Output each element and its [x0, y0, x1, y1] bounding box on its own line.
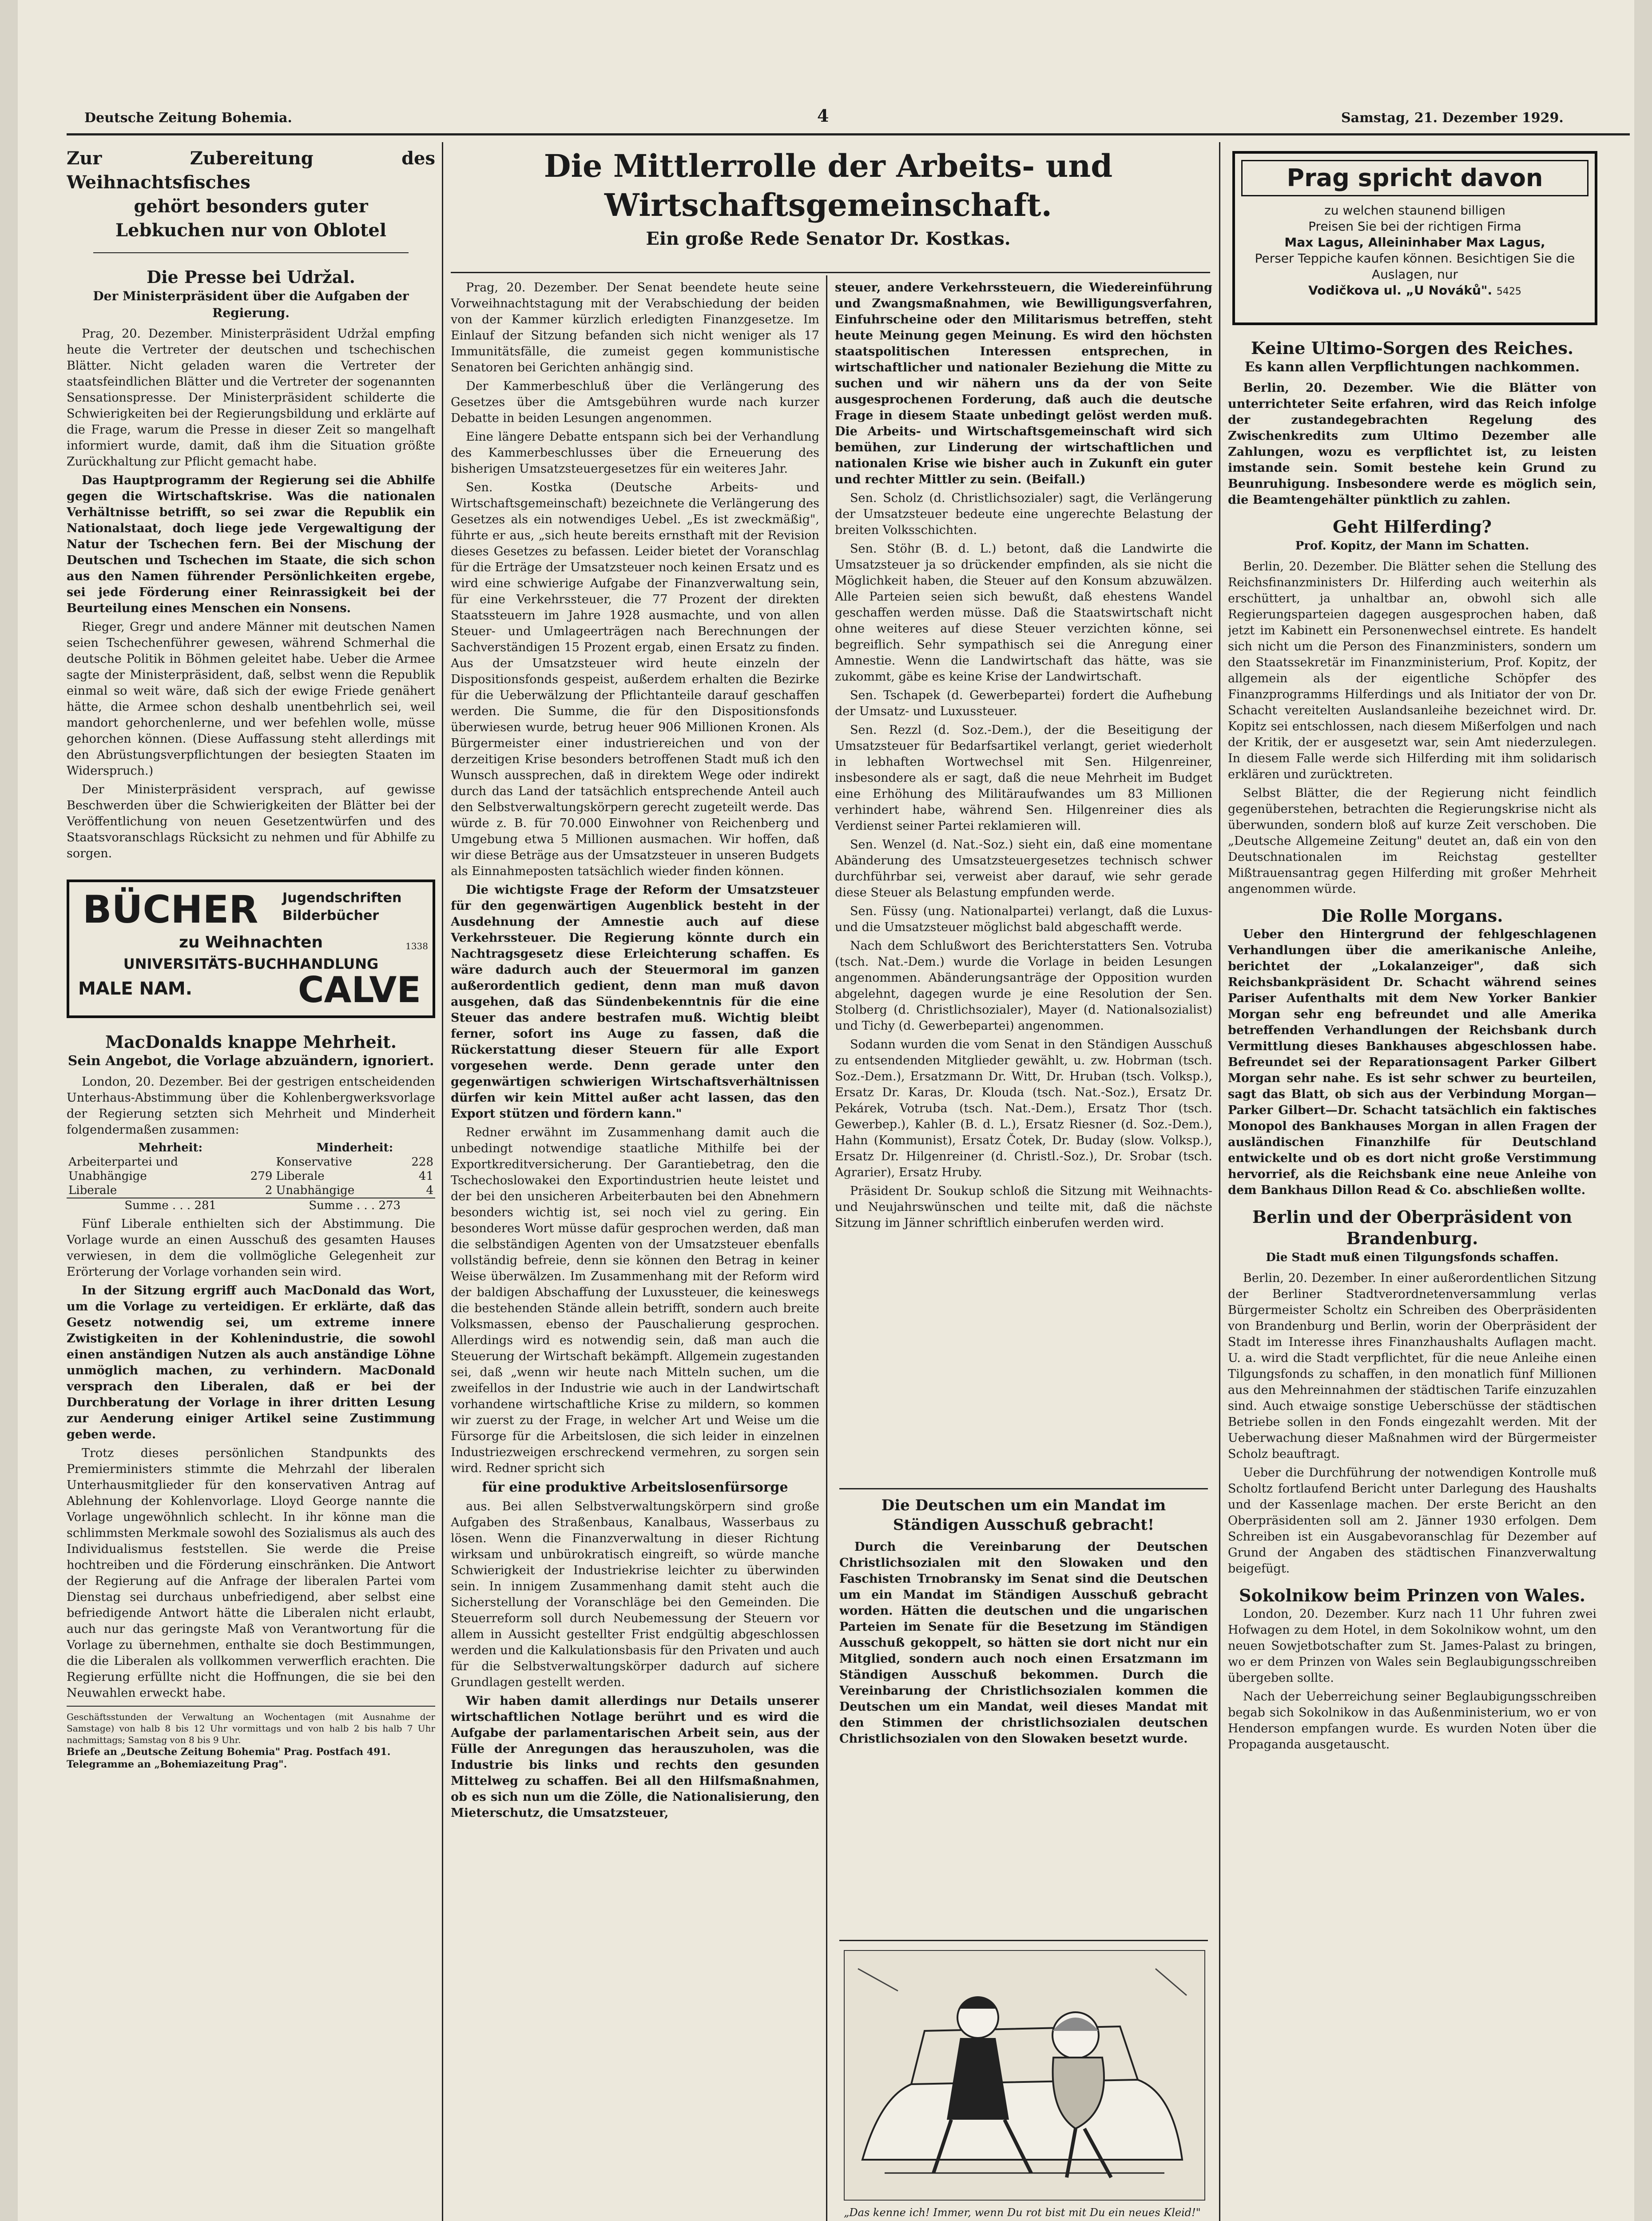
- ad-text: zu welchen staunend billigen: [1324, 203, 1505, 218]
- article-paragraph: Eine längere Debatte entspann sich bei der Verhandlung des Kammerbeschlusses über die Erneuerung des bisherigen Umsatzsteuergesetzes für ein weiteres Jahr.: [451, 430, 819, 476]
- column-3: [835, 280, 1212, 1479]
- ad-text: Jugendschriften: [282, 890, 402, 906]
- column-4: [1228, 338, 1596, 2221]
- table-header: Minderheit:: [316, 1141, 393, 1154]
- article-title: Sokolnikow beim Prinzen von Wales.: [1239, 1585, 1585, 1605]
- table-cell: Arbeiterpartei und: [68, 1155, 178, 1169]
- main-headline: Die Mittlerrolle der Arbeits- und Wirtschaftsgemeinschaft.: [544, 147, 1113, 223]
- article-subtitle: Es kann allen Verpflichtungen nachkommen.: [1244, 359, 1580, 375]
- article-title: Geht Hilferding?: [1333, 517, 1492, 537]
- ad-number: 1338: [405, 941, 428, 951]
- ad-text: Preisen Sie bei der richtigen Firma: [1308, 219, 1521, 234]
- column-divider: [442, 142, 443, 2221]
- article-paragraph: Fünf Liberale enthielten sich der Abstimmung. Die Vorlage wurde an einen Ausschuß des gesamten Hauses verwiesen, in dem die vollmögliche Gelegenheit zur Erörterung der Vorlage vorhanden sein wird.: [67, 1217, 435, 1279]
- ad-text: MALE NAM.: [78, 979, 192, 999]
- caption-line: „Das kenne ich! Immer, wenn Du rot bist mit Du ein neues Kleid!": [844, 2206, 1201, 2219]
- table-row: [67, 1183, 435, 1198]
- article-paragraph: Wir haben damit allerdings nur Details unserer wirtschaftlichen Notlage berührt und es wird die Aufgabe der parlamentarischen Arbeit sein, aus der Fülle der Anregungen das herauszuholen, was die Industrie bis links und rechts den gesunden Mittelweg zu schaffen. Bei all den Hilfsmaßnahmen, ob es sich nun um die Zölle, die Nationalisierung, den Mieterschutz, die Umsatzsteuer,: [451, 1694, 819, 1820]
- article-subtitle: Prof. Kopitz, der Mann im Schatten.: [1295, 539, 1529, 553]
- table-row: [67, 1169, 435, 1183]
- article-paragraph: Sen. Wenzel (d. Nat.-Soz.) sieht ein, daß eine momentane Abänderung des Umsatzsteuergesetzes technisch schwer durchführbar sei, verweist aber darauf, wie sehr gerade diese Steuer als Belastung empfunden werde.: [835, 838, 1212, 900]
- ad-text: [1235, 283, 1595, 300]
- table-row: [67, 1155, 435, 1169]
- column-2: [451, 280, 819, 2221]
- table-cell: Unabhängige: [68, 1170, 147, 1183]
- article-paragraph: Das Hauptprogramm der Regierung sei die Abhilfe gegen die Wirtschaftskrise. Was die nationalen Verhältnisse betrifft, so sei zwar die Republik ein Nationalstaat, doch liege jede Vergewaltigung der Natur der Tschechen fern. Bei der Mischung der Deutschen und Tschechen im Staate, die sich schon aus den Namen führender Persönlichkeiten ergebe, sei jede Förderung einer Reinrassigkeit bei der Beurteilung eines Menschen ein Nonsens.: [67, 474, 435, 615]
- table-cell: 4: [426, 1184, 433, 1197]
- article-paragraph: In der Sitzung ergriff auch MacDonald das Wort, um die Vorlage zu verteidigen. Er erklärte, daß das Gesetz notwendig sei, um extreme innere Zwistigkeiten in der Kohlenindustrie, die sowohl einen anständigen Nutzen als auch anständige Löhne unmöglich machen, zu verhindern. MacDonald versprach den Liberalen, daß er bei der Durchberatung der Vorlage in ihrer dritten Lesung zur Aenderung einiger Artikel seine Zustimmung geben werde.: [67, 1284, 435, 1441]
- footer-notice: Briefe an „Deutsche Zeitung Bohemia" Prag. Postfach 491.: [67, 1746, 391, 1758]
- table-cell: 228: [411, 1155, 433, 1169]
- article-paragraph: Sen. Rezzl (d. Soz.-Dem.), der die Beseitigung der Umsatzsteuer für Bedarfsartikel verlangt, geriet wiederholt in lebhaften Wortwechsel mit Sen. Hilgenreiner, insbesondere als er sagt, daß die neue Mehrheit im Budget eine Erhöhung des Militäraufwandes um 83 Millionen verhindert habe, während Sen. Hilgenreiner dies als Verdienst seiner Partei reklamieren will.: [835, 723, 1212, 833]
- ad-headline: CALVE: [298, 969, 421, 1011]
- article-paragraph: Durch die Vereinbarung der Deutschen Christlichsozialen mit den Slowaken und den Faschisten Trnobransky im Senat sind die Deutschen um ein Mandat im Ständigen Ausschuß gebracht worden. Hätten die deutschen und die ungarischen Parteien im Senate für die Besetzung im Ständigen Ausschuß gekoppelt, so hätten sie dort nicht nur ein Mitglied, sondern auch noch einen Ersatzmann im Ständigen Ausschuß bekommen. Durch die Vereinbarung der Christlichsozialen kommen die Deutschen um ein Mandat, weil dieses Mandat mit den Stimmen der christlichsozialen deutschen Christlichsozialen von den Slowaken besetzt wurde.: [839, 1540, 1208, 1746]
- boxed-article: [839, 1488, 1208, 1941]
- article-paragraph: Sodann wurden die vom Senat in den Ständigen Ausschuß zu entsendenden Mitglieder gewählt, u. zw. Hobrman (tsch. Soz.-Dem.), Ersatzmann Dr. Witt, Dr. Hruban (tsch. Volksp.), Ersatz Dr. Karas, Dr. Klouda (tsch. Nat.-Soz.), Ersatz Dr. Pekárek, Votruba (tsch. Nat.-Dem.), Ersatz Thor (tsch. Gewerbep.), Kahler (B. d. L.), Ersatz Riesner (d. Soz.-Dem.), Hahn (Kommunist), Ersatz Čotek, Dr. Buday (slow. Volksp.), Ersatz Dr. Hilgenreiner (d. Christl.-Soz.), Dr. Srobar (tsch. Agrarier), Ersatz Hruby.: [835, 1038, 1212, 1179]
- article-title: Berlin und der Oberpräsident von Brandenburg.: [1252, 1207, 1573, 1248]
- article-title: Keine Ultimo-Sorgen des Reiches.: [1251, 338, 1574, 358]
- cartoon-illustration: [844, 1950, 1205, 2201]
- article-title: MacDonalds knappe Mehrheit.: [105, 1032, 397, 1052]
- article-paragraph: Der Ministerpräsident versprach, auf gewisse Beschwerden über die Schwierigkeiten der Blätter bei der Veröffentlichung von neuen Gesetzentwürfen und des Staatsvoranschlags Rücksicht zu nehmen und für Abhilfe zu sorgen.: [67, 783, 435, 860]
- article-paragraph: Prag, 20. Dezember. Ministerpräsident Udržal empfing heute die Vertreter der deutschen und tschechischen Blätter. Nicht geladen waren die Vertreter der staatsfeindlichen Blätter und die Vertreter der sogenannten Sensationspresse. Der Ministerpräsident schilderte die Schwierigkeiten bei der Regierungsbildung und erklärte auf die Frage, warum die Presse in dieser Zeit so mangelhaft informiert wurde, damit, daß ihm die Situation größte Zurückhaltung zur Pflicht gemacht habe.: [67, 327, 435, 469]
- header-rule: [67, 133, 1630, 135]
- article-paragraph: Der Kammerbeschluß über die Verlängerung des Gesetzes über die Amtsgebühren wurde nach kurzer Debatte in beiden Lesungen angenommen.: [451, 379, 819, 425]
- table-cell: Unabhängige: [276, 1184, 355, 1197]
- ad-number: 5425: [1496, 286, 1521, 297]
- article-paragraph: Trotz dieses persönlichen Standpunkts des Premierministers stimmte die Mehrzahl der liberalen Unterhausmitglieder für den konservativen Antrag auf Ablehnung der Kohlenvorlage. Lloyd George nannte die Vorlage ungewöhnlich schlecht. In ihr könne man die schlimmsten Merkmale sowohl des Sozialismus als auch des Individualismus feststellen. Sie werde die Preise hochtreiben und die Förderung einschränken. Die Antwort der Regierung auf die Anfrage der liberalen Partei vom Dienstag sei durchaus unbefriedigend, aber selbst eine befriedigende Antwort hätte die Liberalen nicht erlaubt, auch nur das geringste Maß von Verantwortung für die Vorlage zu übernehmen, enthalte sie doch Bestimmungen, die die Liberalen als vollkommen verwerflich erachten. Die Regierung erfüllte nicht die Hoffnungen, die sie bei den Neuwahlen erweckt habe.: [67, 1446, 435, 1700]
- cartoon-drawing: [845, 1951, 1203, 2198]
- table-cell: 41: [418, 1170, 433, 1183]
- page-number: 4: [817, 106, 829, 126]
- table-header: Mehrheit:: [138, 1141, 203, 1154]
- article-paragraph: London, 20. Dezember. Kurz nach 11 Uhr fuhren zwei Hofwagen zu dem Hotel, in dem Sokolnikow wohnt, um den neuen Sowjetbotschafter zum St. James-Palast zu bringen, wo er dem Prinzen von Wales sein Beglaubigungsschreiben übergeben sollte.: [1228, 1607, 1596, 1685]
- article-paragraph: Nach dem Schlußwort des Berichterstatters Sen. Votruba (tsch. Nat.-Dem.) wurde die Vorlage in beiden Lesungen angenommen. Abänderungsanträge der Opposition wurden abgelehnt, dagegen wurde je eine Resolution der Sen. Stolberg (d. Christlichsozialer), Mayer (d. Nationalsozialist) und Tichy (d. Gewerbepartei) angenommen.: [835, 939, 1212, 1033]
- table-cell: Liberale: [68, 1184, 117, 1197]
- ad-text: Max Lagus, Alleininhaber Max Lagus,: [1284, 235, 1545, 250]
- article-paragraph: aus. Bei allen Selbstverwaltungskörpern sind große Aufgaben des Straßenbaus, Kanalbaus, Wasserbaus zu lösen. Wenn die Finanzverwaltung in dieser Richtung wirksam und unbürokratisch eingreift, so würde manche Schwierigkeit der Industriekrise leichter zu überwinden sein. In innigem Zusammenhang damit steht auch die Sicherstellung der Voranschläge bei den Gemeinden. Die Steuerreform soll durch Neubemessung der Steuern vor allem in Aussicht gestellter Frist endgültig abgeschlossen werden und die Kalkulationsbasis für den Privaten und auch für die Selbstverwaltungskörper dadurch auf sichere Grundlagen gestellt werden.: [451, 1500, 819, 1689]
- article-paragraph: steuer, andere Verkehrssteuern, die Wiedereinführung und Zwangsmaßnahmen, wie Bewilligungsverfahren, Einfuhrscheine oder den Militarismus betreffen, steht heute Meinung gegen Meinung. Es wird den höchsten staatspolitischen Interessen entsprechen, in wirtschaftlicher und nationaler Beziehung die Mitte zu suchen und wir nähern uns da der von Seite ausgesprochenen Forderung, daß auch die deutsche Frage in diesem Staate unbedingt gelöst werden muß. Die Arbeits- und Wirtschaftsgemeinschaft wird sich bemühen, zur Linderung der wirtschaftlichen und nationalen Krise wie bisher auch in Zukunft ein guter und rechter Mittler zu sein. (Beifall.): [835, 281, 1212, 486]
- boxed-article-title: Die Deutschen um ein Mandat im Ständigen Ausschuß gebracht!: [881, 1497, 1166, 1534]
- table-sum: Summe . . . 273: [274, 1198, 435, 1213]
- article-title: Die Presse bei Udržal.: [147, 267, 355, 287]
- masthead-left: Deutsche Zeitung Bohemia.: [84, 110, 292, 126]
- footer-notice: Geschäftsstunden der Verwaltung an Wochentagen (mit Ausnahme der Samstage) von halb 8 bis 12 Uhr vormittags und von halb 2 bis halb 7 Uhr nachmittags; Samstag von 8 bis 9 Uhr.: [67, 1712, 435, 1745]
- vote-table: [67, 1141, 435, 1213]
- cartoon-caption: [844, 2205, 1203, 2221]
- main-subhead: Ein große Rede Senator Dr. Kostkas.: [646, 228, 1011, 249]
- divider: [93, 252, 409, 253]
- article-paragraph: Sen. Kostka (Deutsche Arbeits- und Wirtschaftsgemeinschaft) bezeichnete die Verlängerung des Gesetzes als ein notwendiges Uebel. „Es ist zweckmäßig", führte er aus, „sich heute bereits ernsthaft mit der Revision dieses Gesetzes zu befassen. Leider bietet der Voranschlag für die Erträge der Umsatzsteuer noch keinen Ersatz und es wird eine schwierige Aufgabe der Finanzverwaltung sein, für eine Verkehrssteuer, die 77 Prozent der direkten Staatssteuern im Jahre 1928 ausmachte, und von allen Steuer- und Umlageerträgen nach Berechnungen der Sachverständigen 15 Prozent ergab, einen Ersatz zu finden. Aus der Umsatzsteuer wird heute einzeln der Dispositionsfonds gespeist, außerdem erhalten die Bezirke für die Ueberwälzung der Pflichtanteile darauf geschaffen werden. Die Summe, die für den Dispositionsfonds überwiesen wurde, betrug heuer 906 Millionen Kronen. Als Bürgermeister einer industriereichen und von der derzeitigen Krise besonders betroffenen Stadt muß ich den Wunsch aussprechen, daß in direktem Wege oder indirekt durch das Land der tatsächlich entsprechende Anteil auch den Selbstverwaltungskörpern gerecht zugeteilt werde. Das würde z. B. für 70.000 Einwohner von Reichenberg und Umgebung etwa 5 Millionen ausmachen. Wir hoffen, daß wir diese Beträge aus der Umsatzsteuer in unseren Budgets als Einnahmeposten tatsächlich wieder finden können.: [451, 481, 819, 878]
- main-headline-block: [451, 147, 1206, 251]
- books-advertisement: [67, 880, 435, 1018]
- table-sum: Summe . . . 281: [67, 1198, 274, 1213]
- divider: [67, 1706, 435, 1707]
- ad-text: Perser Teppiche kaufen können. Besichtigen Sie die Auslagen, nur: [1255, 251, 1575, 282]
- article-paragraph: Berlin, 20. Dezember. Wie die Blätter von unterrichteter Seite erfahren, wird das Reich infolge der zustandegebrachten Regelung des Zwischenkredits zum Ultimo Dezember alle Zahlungen, wozu es verpflichtet ist, zu leisten imstande sein. Somit bestehe kein Grund zu Beunruhigung. Insbesondere werde es möglich sein, die Beamtengehälter pünktlich zu zahlen.: [1228, 381, 1596, 507]
- article-paragraph: Berlin, 20. Dezember. In einer außerordentlichen Sitzung der Berliner Stadtverordnetenversammlung verlas Bürgermeister Scholtz ein Schreiben des Oberpräsidenten von Brandenburg und Berlin, worin der Oberpräsident der Stadt im Interesse ihres Finanzhaushalts Auflagen macht. U. a. wird die Stadt verpflichtet, für die neue Anleihe einen Tilgungsfonds zu schaffen, in den monatlich fünf Millionen aus den Mehreinnahmen der städtischen Tarife einzuzahlen sind. Auch etwaige sonstige Ueberschüsse der städtischen Betriebe sollen in den Fonds eingezahlt werden. Mit der Ueberwachung dieser Maßnahmen wird der Bürgermeister Scholz beauftragt.: [1228, 1271, 1596, 1461]
- table-cell: [236, 1155, 274, 1169]
- table-row: [67, 1198, 435, 1213]
- notice-line: gehört besonders guter: [134, 196, 368, 217]
- newspaper-page: [18, 0, 1634, 2221]
- article-paragraph: Ueber den Hintergrund der fehlgeschlagenen Verhandlungen über die amerikanische Anleihe, berichtet der „Lokalanzeiger", daß sich Reichsbankpräsident Dr. Schacht während seines Pariser Aufenthalts mit dem New Yorker Bankier Morgan sehr eng befreundet und alle Amerika betreffenden Verhandlungen der Reichsbank durch Vermittlung dieses Bankhauses abgeschlossen habe. Befreundet sei der Reparationsagent Parker Gilbert Morgan sehr nahe. Es ist sehr schwer zu beurteilen, sagt das Blatt, ob sich aus der Verbindung Morgan—Parker Gilbert—Dr. Schacht tatsächlich ein faktisches Monopol des Bankhauses Morgan in allen Fragen der ausländischen Finanzhilfe für Deutschland entwickelte und ob es dort nicht große Verstimmung hervorrief, als die Reichsbank eine neue Anleihe von dem Bankhaus Dillon Read & Co. abschließen wollte.: [1228, 927, 1596, 1197]
- article-paragraph: Nach der Ueberreichung seiner Beglaubigungsschreiben begab sich Sokolnikow in das Außenministerium, wo er von Henderson empfangen wurde. Es wurden Noten über die Propaganda ausgetauscht.: [1228, 1690, 1596, 1751]
- ad-headline: BÜCHER: [83, 888, 258, 932]
- article-paragraph: Redner erwähnt im Zusammenhang damit auch die unbedingt notwendige staatliche Mithilfe bei der Exportkreditversicherung. Der Garantiebetrag, den die Tschechoslowakei den Exportindustrien heute leistet und der bei den unsicheren Arbeiterbauten bei den Abnehmern besonders wichtig ist, sei noch viel zu gering. Ein besonderes Wort müsse dafür gesprochen werden, daß man die selbständigen Agenten von der Umsatzsteuer ebenfalls vollständig befreie, denn sie können den Betrag in keiner Weise überwälzen. Im Zusammenhang mit der Reform wird der baldigen Abschaffung der Luxussteuer, die keineswegs die bestehenden Stände allein betrifft, sondern auch breite Volksmassen, ebenso der Pauschalierung gesprochen. Allerdings wird es notwendig sein, daß man auch die Steuerung der Wirtschaft bekämpft. Allgemein zugestanden sei, daß „wenn wir heute nach Mitteln suchen, um die zweifellos in der Industrie wie auch in der Landwirtschaft vorhandene wirtschaftliche Krise zu mildern, so kommen wir zuerst zu der Frage, in welcher Art und Weise um die Fürsorge für die Arbeitslosen, die sich leider in einzelnen Industriezweigen erschreckend vermehren, zu sorgen sein wird. Redner spricht sich: [451, 1126, 819, 1475]
- article-subtitle: Die Stadt muß einen Tilgungsfonds schaffen.: [1266, 1251, 1559, 1264]
- article-paragraph: Berlin, 20. Dezember. Die Blätter sehen die Stellung des Reichsfinanzministers Dr. Hilferding auch weiterhin als erschüttert, ja unhaltbar an, obwohl sich alle Regierungsparteien dagegen ausgesprochen haben, daß jetzt im Kabinett ein Personenwechsel eintrete. Es handelt sich nicht um die Person des Finanzministers, sondern um den Staatssekretär im Finanzministerium, Prof. Kopitz, der allgemein als der eigentliche Schöpfer des Finanzprogramms Hilferdings und als Initiator der von Dr. Schacht vereitelten Auslandsanleihe bezeichnet wird. Dr. Kopitz sei entschlossen, nach diesem Mißerfolgen und nach der Kritik, der er ausgesetzt war, sein Amt niederzulegen. In diesem Falle werde sich Hilferding mit ihm solidarisch erklären und zurücktreten.: [1228, 560, 1596, 781]
- article-paragraph: Sen. Scholz (d. Christlichsozialer) sagt, die Verlängerung der Umsatzsteuer bedeute eine ungerechte Belastung der breiten Volksschichten.: [835, 491, 1212, 537]
- ad-text: zu Weihnachten: [179, 933, 323, 951]
- article-paragraph: Rieger, Gregr und andere Männer mit deutschen Namen seien Tschechenführer gewesen, während Schmerhal die deutsche Politik in Böhmen geleitet habe. Ueber die Armee sagte der Ministerpräsident, daß, selbst wenn die Republik einmal so weit wäre, daß sich der ewige Friede genähert hätte, die Armee schon deshalb unentbehrlich sei, weil mandort gehorchenlerne, und wer befehlen wolle, müsse gehorchen können. (Diese Auffassung steht allerdings mit den Abrüstungsverpflichtungen der besiegten Staaten im Widerspruch.): [67, 620, 435, 778]
- article-paragraph: Sen. Tschapek (d. Gewerbepartei) fordert die Aufhebung der Umsatz- und Luxussteuer.: [835, 689, 1212, 718]
- table-cell: 2: [265, 1184, 273, 1197]
- ad-text: UNIVERSITÄTS-BUCHHANDLUNG: [123, 955, 379, 972]
- ad-headline: Prag spricht davon: [1241, 160, 1588, 196]
- article-title: Die Rolle Morgans.: [1321, 906, 1503, 926]
- article-paragraph: Präsident Dr. Soukup schloß die Sitzung mit Weihnachts- und Neujahrswünschen und teilte mit, daß die nächste Sitzung im Jänner schriftlich einberufen werden wird.: [835, 1184, 1212, 1230]
- article-subtitle: Sein Angebot, die Vorlage abzuändern, ignoriert.: [68, 1053, 434, 1069]
- headline-rule: [451, 272, 1210, 273]
- column-divider: [826, 275, 827, 2221]
- article-paragraph: Selbst Blätter, die der Regierung nicht feindlich gegenüberstehen, betrachten die Regierungskrise nicht als überwunden, sondern bloß auf kurze Zeit verschoben. Die „Deutsche Allgemeine Zeitung" deutet an, daß ein von den Deutschnationalen im Reichstag gestellter Mißtrauensantrag gegen Hilferding mit großer Mehrheit angenommen würde.: [1228, 786, 1596, 896]
- article-subtitle: Der Ministerpräsident über die Aufgaben der Regierung.: [93, 289, 409, 320]
- section-heading: für eine produktive Arbeitslosenfürsorge: [482, 1480, 788, 1495]
- article-paragraph: London, 20. Dezember. Bei der gestrigen entscheidenden Unterhaus-Abstimmung über die Kohlenbergwerksvorlage der Regierung setzten sich Mehrheit und Minderheit folgendermaßen zusammen:: [67, 1075, 435, 1137]
- table-cell: Konservative: [276, 1155, 352, 1169]
- column-1: [67, 147, 435, 2221]
- article-paragraph: Sen. Füssy (ung. Nationalpartei) verlangt, daß die Luxus- und die Umsatzsteuer möglichst bald abgeschafft werde.: [835, 904, 1212, 934]
- article-paragraph: Die wichtigste Frage der Reform der Umsatzsteuer für den gegenwärtigen Augenblick besteht in der Ausdehnung der Amnestie auch auf diese Verkehrssteuer. Die Regierung könnte durch ein Nachtragsgesetz diese Erleichterung schaffen. Es wäre dadurch auch der Steuermoral im ganzen außerordentlich gedient, denn man muß davon ausgehen, daß das Sündenbekenntnis für die eine Steuer das andere bestrafen muß. Wichtig bleibt ferner, sofort ins Auge zu fassen, daß die Rückerstattung dieser Steuern für alle Export vorgesehen werde. Denn gerade unter den gegenwärtigen schwierigen Wirtschaftsverhältnissen dürfen wir kein Mittel außer acht lassen, das den Export stützen und fördern kann.": [451, 883, 819, 1121]
- ad-body: [1235, 203, 1595, 300]
- article-paragraph: Prag, 20. Dezember. Der Senat beendete heute seine Vorweihnachtstagung mit der Verabschiedung der beiden von der Kammer kürzlich erledigten Finanzgesetze. Im Einlauf der Sitzung befanden sich nicht weniger als 17 Immunitätsfälle, die zumeist gegen kommunistische Senatoren bei Gerichten anhängig sind.: [451, 281, 819, 374]
- carpet-advertisement: [1232, 151, 1597, 325]
- ad-text: Bilderbücher: [282, 908, 379, 923]
- notice-line: Zur Zubereitung des Weihnachtsfisches: [67, 148, 435, 193]
- masthead-date: Samstag, 21. Dezember 1929.: [1341, 110, 1564, 126]
- column-divider: [1219, 142, 1220, 2221]
- notice-line: Lebkuchen nur von Oblotel: [115, 220, 387, 241]
- ad-address: Vodičkova ul. „U Nováků".: [1308, 283, 1493, 298]
- article-paragraph: Sen. Stöhr (B. d. L.) betont, daß die Landwirte die Umsatzsteuer ja so drückender empfinden, als sie nicht die Möglichkeit haben, die Steuer auf den Konsum abzuwälzen. Alle Parteien seien sich bewußt, daß ehestens Wandel geschaffen werden müsse. Daß die Staatswirtschaft nicht ohne weiteres auf diese Steuer verzichten könne, sei begreiflich. Sehr sympathisch sei die Anregung einer Amnestie. Wenn die Landwirtschaft das hätte, was sie zukommt, gäbe es keine Krise der Landwirtschaft.: [835, 542, 1212, 684]
- article-paragraph: Ueber die Durchführung der notwendigen Kontrolle muß Scholtz fortlaufend Bericht unter Darlegung des Haushalts und der Kassenlage machen. Der erste Bericht an den Oberpräsidenten soll am 2. Jänner 1930 erfolgen. Dem Schreiben ist ein Ausgabevoranschlag für Dezember auf Grund der Angaben des städtischen Finanzverwaltung beigefügt.: [1228, 1466, 1596, 1576]
- footer-notice: Telegramme an „Bohemiazeitung Prag".: [67, 1759, 287, 1770]
- table-cell: Liberale: [276, 1170, 325, 1183]
- table-cell: 279: [250, 1170, 273, 1183]
